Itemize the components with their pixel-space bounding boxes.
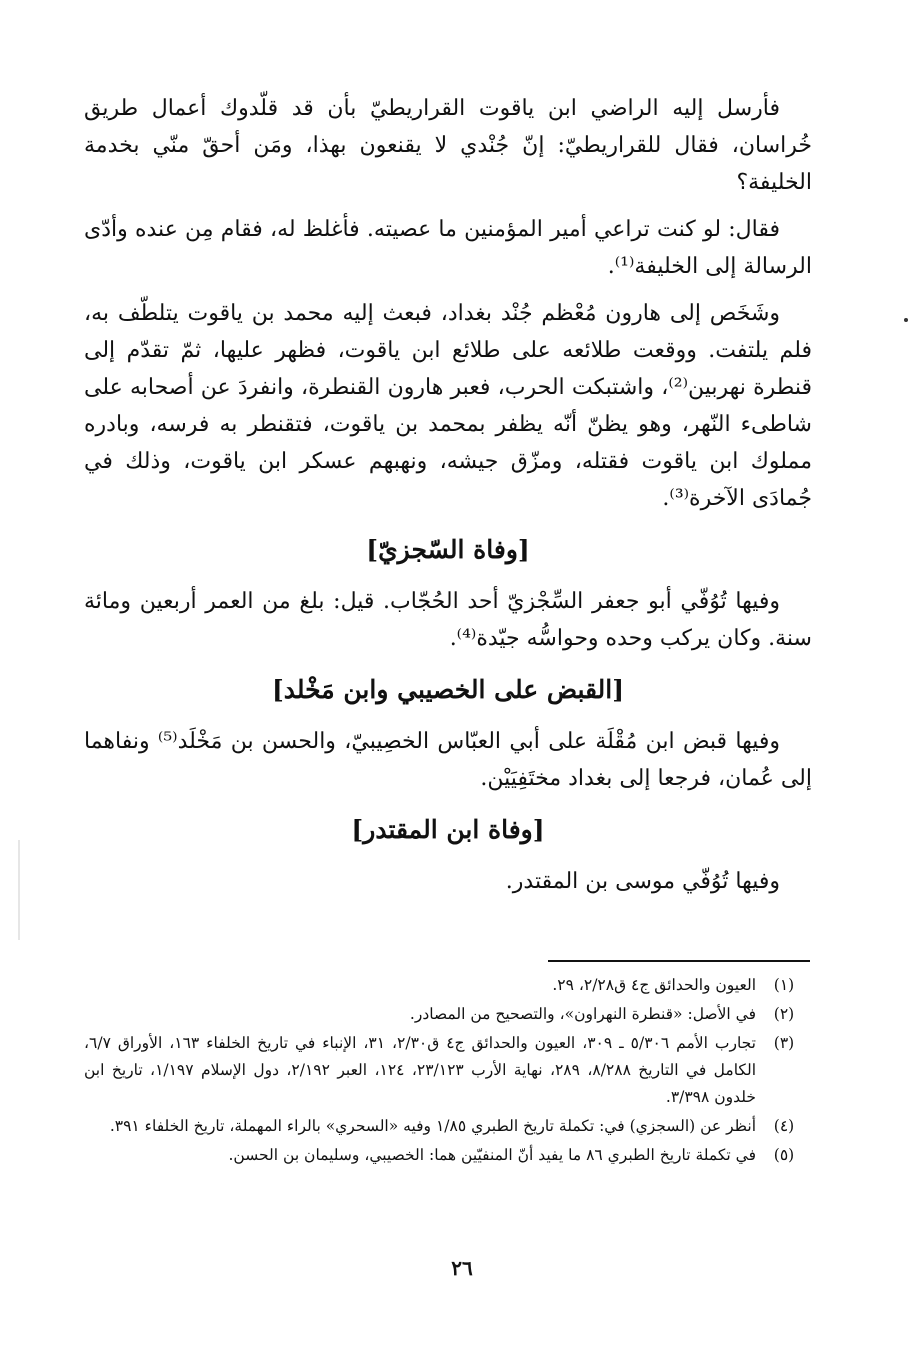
footnote-text: أنظر عن (السجزي) في: تكملة تاريخ الطبري ١/٨٥ وفيه «السحري» بالراء المهملة، تاريخ الخلفاء ٣٩١.: [109, 1117, 756, 1135]
page-body: [84, 90, 812, 1171]
paragraph-3: وشَخَص إلى هارون مُعْظم جُنْد بغداد، فبعث إليه محمد بن ياقوت يتلطّف به، فلم يلتفت. ووقعت طلائعه على طلائع ابن ياقوت، فظهر عليها، ثمّ تقدّم إلى قنطرة نهربين⁽²⁾، واشتبكت الحرب، فعبر هارون القنطرة، وانفردَ عن أصحابه على شاطىء النّهر، وهو يظنّ أنّه يظفر بمحمد بن ياقوت، فتقنطر به فرسه، وبادره مملوك ابن ياقوت فقتله، ومزّق جيشه، ونهبهم عسكر ابن ياقوت، وذلك في جُمادَى الآخرة⁽³⁾.: [84, 301, 812, 511]
heading-arrest-khusaybi: [القبض على الخصيبي وابن مَخْلد]: [271, 675, 625, 704]
scan-edge-shadow: [18, 840, 20, 940]
heading-death-sijzi: [وفاة السّجزيّ]: [366, 535, 530, 564]
paragraph-4: وفيها تُوُفّي أبو جعفر السِّجْزيّ أحد الحُجّاب. قيل: بلغ من العمر أربعين ومائة سنة. وكان يركب وحده وحواسُّه جيّدة⁽⁴⁾.: [84, 589, 812, 651]
paragraph-1: فأرسل إليه الراضي ابن ياقوت القراريطيّ بأن قد قلّدوك أعمال طريق خُراسان، فقال للقراريطيّ: إنّ جُنْدي لا يقنعون بهذا، ومَن أحقّ منّي بخدمة الخليفة؟: [84, 96, 812, 195]
footnote-3: [84, 1030, 812, 1111]
footnote-number: (١): [773, 976, 795, 994]
footnote-text: العيون والحدائق ج٤ ق٢/٢٨، ٢٩.: [552, 976, 756, 994]
page-number: ٢٦: [451, 1256, 473, 1280]
footnote-number: (٢): [773, 1005, 795, 1023]
footnote-text: في تكملة تاريخ الطبري ٨٦ ما يفيد أنّ المنفيّين هما: الخصيبي، وسليمان بن الحسن.: [228, 1146, 756, 1164]
footnotes: [84, 972, 812, 1169]
paragraph-5: وفيها قبض ابن مُقْلَة على أبي العبّاس الخصِيبيّ، والحسن بن مَخْلَد⁽⁵⁾ ونفاهما إلى عُمان، فرجعا إلى بغداد مختَفِيَيْن.: [84, 729, 812, 791]
footnote-5: [84, 1142, 812, 1169]
paragraph-6: وفيها تُوُفّي موسى بن المقتدر.: [505, 869, 780, 894]
footnote-number: (٣): [773, 1034, 795, 1052]
margin-dot: [904, 318, 908, 322]
footnote-number: (٤): [773, 1117, 795, 1135]
footnote-divider: [548, 960, 810, 962]
heading-death-ibn-muqtadir: [وفاة ابن المقتدر]: [351, 815, 545, 844]
footnote-text: تجارب الأمم ٥/٣٠٦ ـ ٣٠٩، العيون والحدائق ج٤ ق٢/٣٠، ٣١، الإنباء في تاريخ الخلفاء ١٦٣، الأوراق ٦/٧، الكامل في التاريخ ٨/٢٨٨، ٢٨٩، نهاية الأرب ٢٣/١٢٣، ١٢٤، العبر ٢/١٩٢، دول الإسلام ١/١٩٧، تاريخ ابن خلدون ٣/٣٩٨.: [84, 1034, 757, 1106]
footnote-number: (٥): [773, 1146, 795, 1164]
footnote-text: في الأصل: «قنطرة النهراون»، والتصحيح من المصادر.: [409, 1005, 756, 1023]
footnote-4: [84, 1113, 812, 1140]
footnote-1: [84, 972, 812, 999]
footnote-2: [84, 1001, 812, 1028]
paragraph-2: فقال: لو كنت تراعي أمير المؤمنين ما عصيته. فأغلظ له، فقام مِن عنده وأدّى الرسالة إلى الخليفة⁽¹⁾.: [84, 217, 812, 279]
